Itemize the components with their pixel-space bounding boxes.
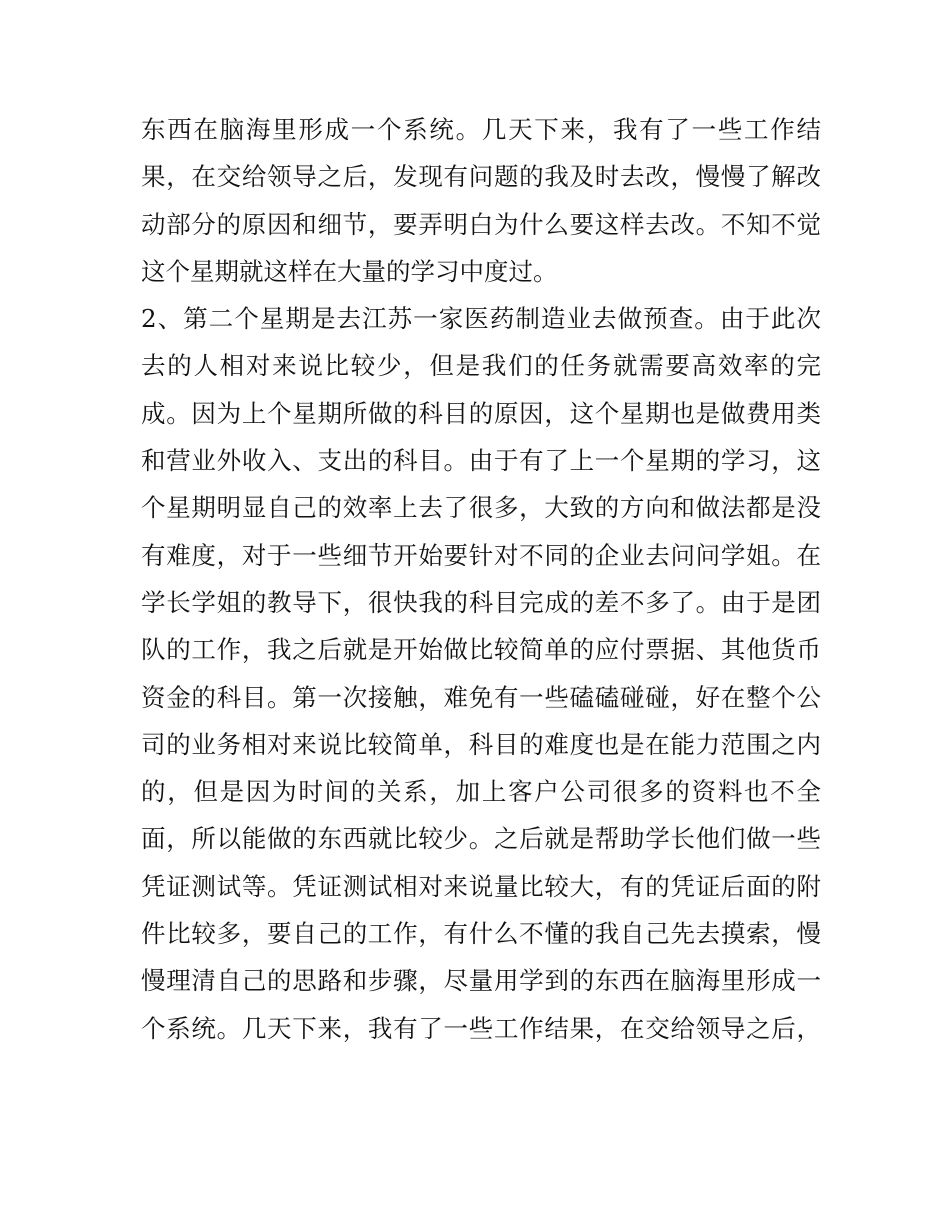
text-line: 去的人相对来说比较少，但是我们的任务就需要高效率的完 bbox=[141, 351, 821, 381]
text-line: 司的业务相对来说比较简单，科目的难度也是在能力范围之内 bbox=[141, 729, 821, 759]
text-line: 凭证测试等。凭证测试相对来说量比较大，有的凭证后面的附 bbox=[141, 871, 821, 901]
text-line: 的，但是因为时间的关系，加上客户公司很多的资料也不全 bbox=[141, 777, 821, 807]
text-line: 学长学姐的教导下，很快我的科目完成的差不多了。由于是团 bbox=[141, 587, 821, 617]
text-line: 个系统。几天下来，我有了一些工作结果，在交给领导之后， bbox=[141, 1013, 821, 1043]
text-line: 面，所以能做的东西就比较少。之后就是帮助学长他们做一些 bbox=[141, 824, 821, 854]
text-line: 东西在脑海里形成一个系统。几天下来，我有了一些工作结 bbox=[141, 115, 821, 144]
text-line: 和营业外收入、支出的科目。由于有了上一个星期的学习，这 bbox=[141, 446, 821, 476]
text-line: 果，在交给领导之后，发现有问题的我及时去改，慢慢了解改 bbox=[141, 162, 821, 192]
text-line: 个星期明显自己的效率上去了很多，大致的方向和做法都是没 bbox=[141, 493, 821, 523]
text-line: 这个星期就这样在大量的学习中度过。 bbox=[141, 256, 558, 286]
text-line: 成。因为上个星期所做的科目的原因，这个星期也是做费用类 bbox=[141, 398, 821, 428]
text-line: 2、第二个星期是去江苏一家医药制造业去做预查。由于此次 bbox=[141, 304, 821, 334]
text-line: 件比较多，要自己的工作，有什么不懂的我自己先去摸索，慢 bbox=[141, 919, 821, 949]
text-line: 慢理清自己的思路和步骤，尽量用学到的东西在脑海里形成一 bbox=[141, 966, 821, 996]
text-line: 有难度，对于一些细节开始要针对不同的企业去问问学姐。在 bbox=[141, 540, 821, 570]
text-line: 队的工作，我之后就是开始做比较简单的应付票据、其他货币 bbox=[141, 635, 821, 665]
text-line: 动部分的原因和细节，要弄明白为什么要这样去改。不知不觉 bbox=[141, 209, 821, 239]
body-text bbox=[141, 106, 821, 1052]
text-line: 资金的科目。第一次接触，难免有一些磕磕碰碰，好在整个公 bbox=[141, 682, 821, 712]
